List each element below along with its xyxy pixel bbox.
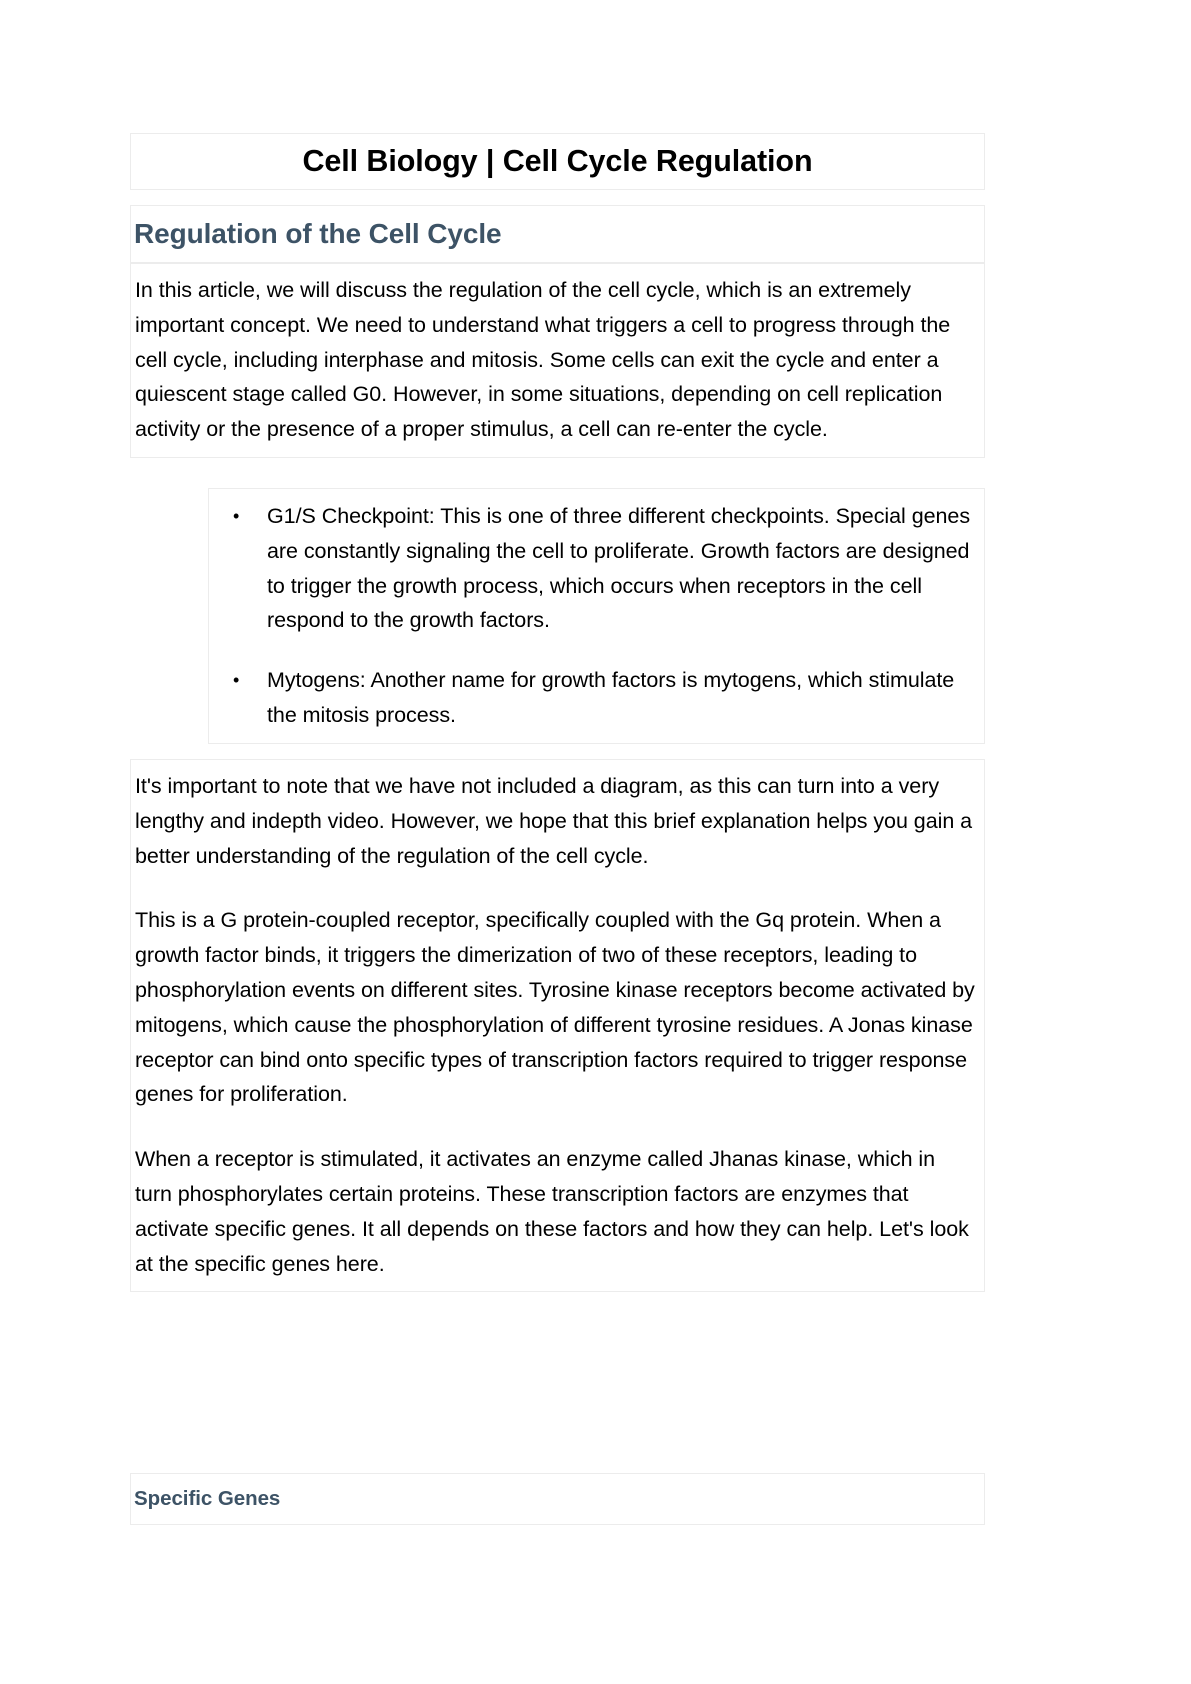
list-item: • Mytogens: Another name for growth factors is mytogens, which stimulate the mitosis process. — [267, 663, 976, 733]
page-title: Cell Biology | Cell Cycle Regulation — [302, 143, 813, 178]
list-item: • G1/S Checkpoint: This is one of three different checkpoints. Special genes are constantly signaling the cell to proliferate. Growth factors are designed to trigger the growth process, which occurs when receptors in the cell respond to the growth factors. — [267, 499, 976, 638]
bullet-list-block — [208, 488, 985, 744]
subsection-heading-specific-genes: Specific Genes — [134, 1487, 281, 1510]
body-paragraph: It's important to note that we have not included a diagram, as this can turn into a very lengthy and indepth video. However, we hope that this brief explanation helps you gain a better understanding of the regulation of the cell cycle. — [135, 774, 973, 868]
subsection-heading-block — [130, 1473, 985, 1525]
bullet-list — [209, 499, 976, 733]
body-paragraph: This is a G protein-coupled receptor, specifically coupled with the Gq protein. When a growth factor binds, it triggers the dimerization of two of these receptors, leading to phosphorylation events on different sites. Tyrosine kinase receptors become activated by mitogens, which cause the phosphorylation of different tyrosine residues. A Jonas kinase receptor can bind onto specific types of transcription factors required to trigger response genes for proliferation. — [135, 908, 975, 1107]
intro-paragraph-block — [130, 263, 985, 458]
body-paragraphs-block — [130, 759, 985, 1292]
section-heading-regulation-of-the-cell-cycle: Regulation of the Cell Cycle — [134, 218, 502, 249]
intro-paragraph: In this article, we will discuss the regulation of the cell cycle, which is an extremely important concept. We need to understand what triggers a cell to progress through the cell cycle, including interphase and mitosis. Some cells can exit the cycle and enter a quiescent stage called G0. However, in some situations, depending on cell replication activity or the presence of a proper stimulus, a cell can re-enter the cycle. — [135, 278, 951, 442]
body-paragraph: When a receptor is stimulated, it activates an enzyme called Jhanas kinase, which in turn phosphorylates certain proteins. These transcription factors are enzymes that activate specific genes. It all depends on these factors and how they can help. Let's look at the specific genes here. — [135, 1147, 969, 1276]
section-heading-block — [130, 205, 985, 263]
document-title-block — [130, 133, 985, 190]
